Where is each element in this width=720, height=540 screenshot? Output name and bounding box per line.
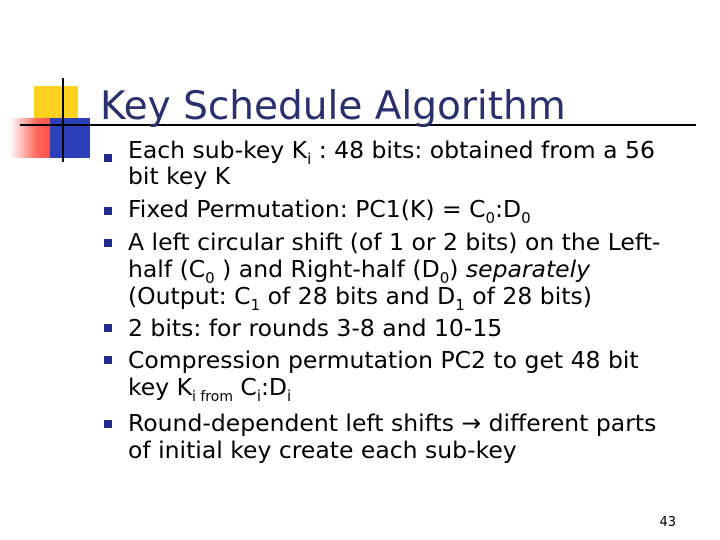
bullet-5-line-1 [128,347,639,373]
text: C [232,373,257,401]
bullet-3-line-3 [128,283,592,312]
bullet-6-line-1 [128,410,656,436]
subscript: 0 [439,269,450,287]
text: Compression permutation PC2 to get 48 bit [128,346,639,374]
text: Fixed Permutation: PC1(K) = C [128,195,486,223]
text: 2 bits: for rounds 3-8 and 10-15 [128,314,503,342]
bullet-marker-icon [104,239,112,247]
italic-text: separately [465,255,591,283]
subscript: 1 [455,296,465,314]
text: :D [495,195,522,223]
subscript: 0 [521,209,531,227]
slide-title: Key Schedule Algorithm [100,84,566,129]
bullet-marker-icon [104,324,112,332]
text: (Output: C [128,282,251,310]
text: different parts [481,409,657,437]
text: :D [261,373,288,401]
text: of 28 bits and D [260,282,456,310]
bullet-6-line-2 [128,437,517,463]
text: half (C [128,255,206,283]
bullet-marker-icon [104,207,112,215]
text: ) [449,255,466,283]
subscript: i [307,150,312,168]
text: key K [128,373,193,401]
right-arrow-icon: → [461,409,482,437]
subscript: 0 [205,269,215,287]
bullet-marker-icon [104,420,112,428]
text: Each sub-key K [128,136,308,164]
subscript: i [287,387,292,405]
subscript: i from [192,389,233,405]
page-number: 43 [659,515,676,530]
bullet-3-line-1 [128,229,660,255]
text: Round-dependent left shifts [128,409,462,437]
text: of 28 bits) [464,282,592,310]
bullet-marker-icon [104,154,112,162]
bullet-3-line-2 [128,256,590,285]
subscript: 0 [485,209,496,227]
bullet-4-line-1 [128,315,502,341]
bullet-1-line-2 [128,163,230,189]
bullet-5-line-2 [128,374,291,404]
subscript: i [256,387,262,405]
bullet-marker-icon [104,356,112,364]
subscript: 1 [250,296,261,314]
text: of initial key create each sub-key [128,436,517,464]
text: ) and Right-half (D [214,255,440,283]
text: bit key K [128,162,231,190]
bullet-2-line-1 [128,196,531,225]
text: A left circular shift (of 1 or 2 bits) on the Left- [128,228,661,256]
text: : 48 bits: obtained from a 56 [311,136,655,164]
